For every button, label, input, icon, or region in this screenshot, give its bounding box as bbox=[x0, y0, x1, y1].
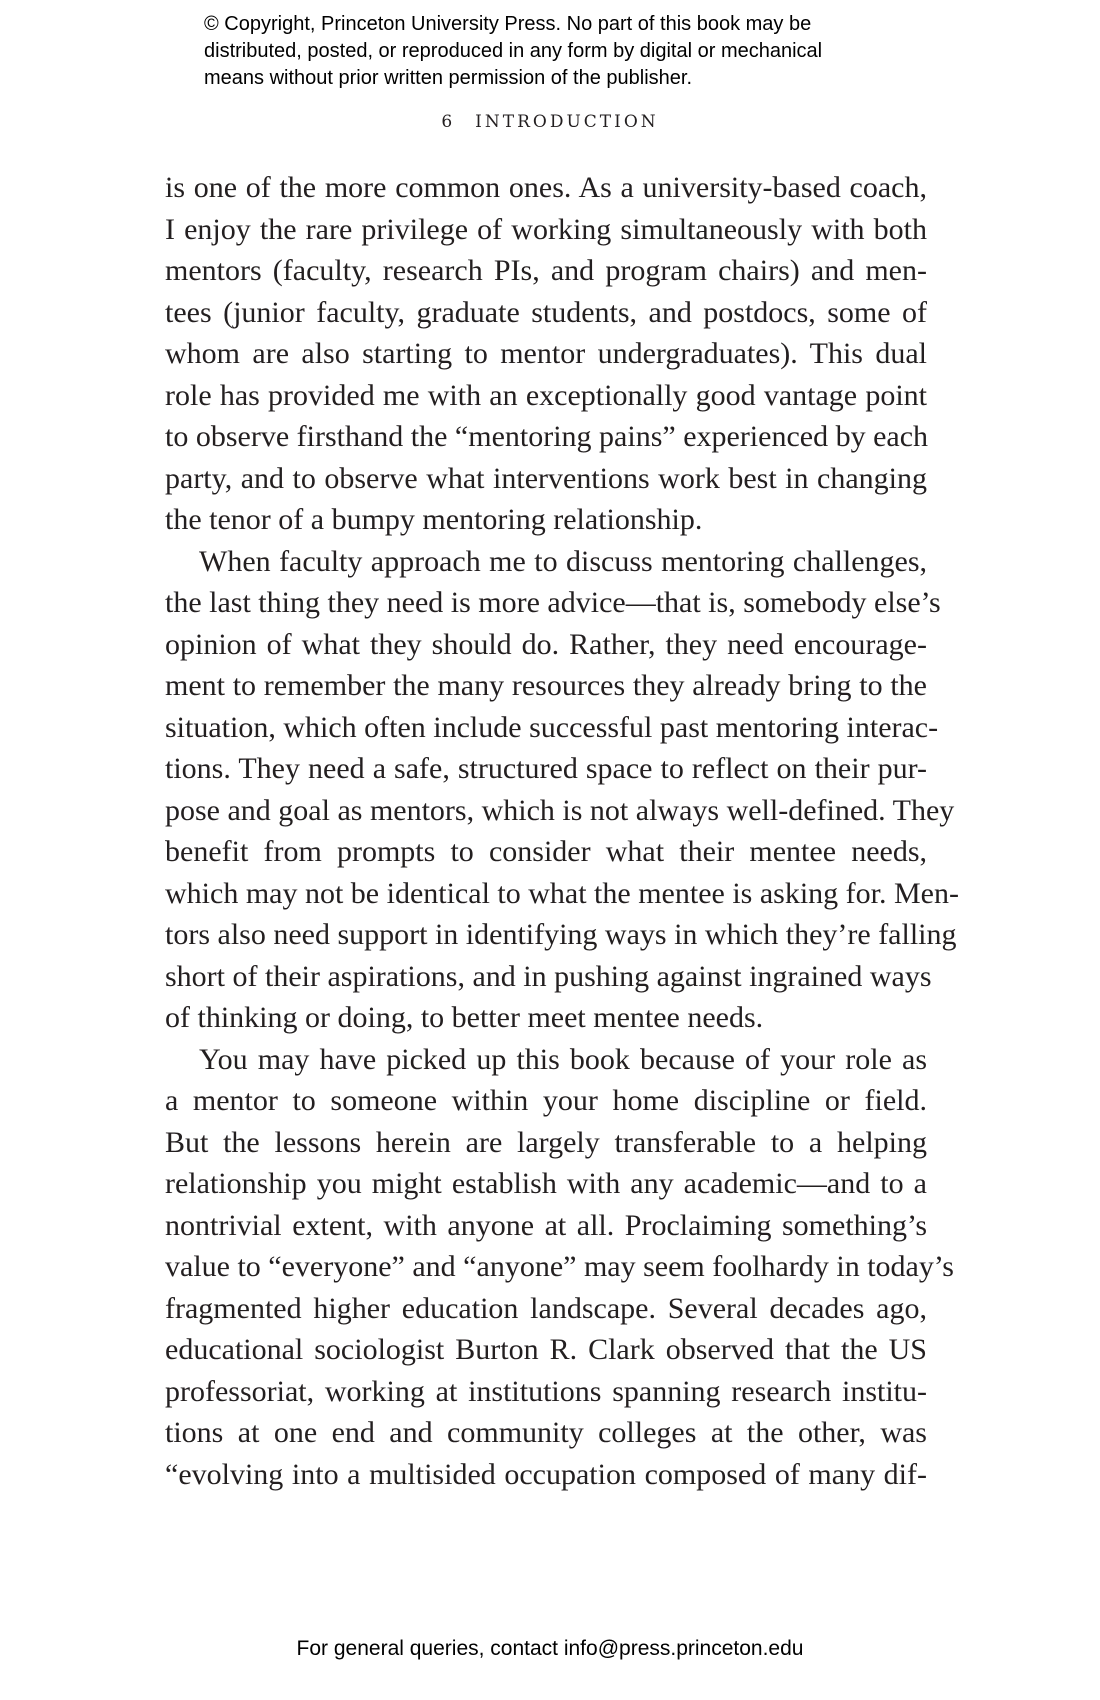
text-line: value to “everyone” and “anyone” may seem foolhardy in today’s bbox=[165, 1250, 954, 1283]
body-text bbox=[165, 167, 959, 1495]
page-number: 6 bbox=[441, 112, 456, 132]
text-line: tions. They need a safe, structured space to reflect on their pur- bbox=[165, 752, 927, 785]
text-line: tees (junior faculty, graduate students, and postdocs, some of bbox=[165, 295, 927, 329]
text-line: the tenor of a bumpy mentoring relationship. bbox=[165, 503, 703, 536]
text-line: relationship you might establish with any academic—and to a bbox=[165, 1167, 927, 1200]
text-line: which may not be identical to what the mentee is asking for. Men- bbox=[165, 876, 959, 910]
copyright-line: © Copyright, Princeton University Press. No part of this book may be bbox=[204, 13, 812, 35]
section-title: INTRODUCTION bbox=[475, 112, 659, 132]
copyright-line: distributed, posted, or reproduced in any form by digital or mechanical bbox=[204, 40, 823, 62]
text-line: to observe firsthand the “mentoring pains” experienced by each bbox=[165, 420, 929, 453]
text-line: educational sociologist Burton R. Clark observed that the US bbox=[165, 1333, 927, 1366]
text-line: ment to remember the many resources they already bring to the bbox=[165, 669, 927, 702]
text-line: professoriat, working at institutions spanning research institu- bbox=[165, 1374, 927, 1408]
text-line: a mentor to someone within your home discipline or field. bbox=[165, 1084, 927, 1117]
text-line: opinion of what they should do. Rather, they need encourage- bbox=[165, 627, 927, 661]
text-line: of thinking or doing, to better meet mentee needs. bbox=[165, 1001, 764, 1034]
text-line: party, and to observe what interventions work best in changing bbox=[165, 461, 927, 495]
copyright-notice bbox=[204, 11, 924, 92]
text-line: pose and goal as mentors, which is not always well-defined. They bbox=[165, 793, 955, 827]
text-line: nontrivial extent, with anyone at all. Proclaiming something’s bbox=[165, 1208, 927, 1242]
text-line: mentors (faculty, research PIs, and program chairs) and men- bbox=[165, 254, 927, 287]
text-line: benefit from prompts to consider what their mentee needs, bbox=[165, 835, 927, 868]
copyright-line: means without prior written permission of the publisher. bbox=[204, 67, 693, 89]
text-line: tions at one end and community colleges at the other, was bbox=[165, 1416, 927, 1449]
text-line: the last thing they need is more advice—that is, somebody else’s bbox=[165, 586, 941, 619]
text-line: “evolving into a multisided occupation composed of many dif- bbox=[165, 1457, 927, 1491]
text-line: role has provided me with an exceptionally good vantage point bbox=[165, 378, 927, 412]
text-line: When faculty approach me to discuss mentoring challenges, bbox=[199, 544, 927, 578]
text-line: short of their aspirations, and in pushing against ingrained ways bbox=[165, 959, 932, 993]
text-line: situation, which often include successful past mentoring interac- bbox=[165, 710, 939, 744]
running-head bbox=[0, 112, 1100, 132]
text-line: fragmented higher education landscape. Several decades ago, bbox=[165, 1291, 927, 1325]
text-line: But the lessons herein are largely transferable to a helping bbox=[165, 1125, 927, 1159]
text-line: I enjoy the rare privilege of working simultaneously with both bbox=[165, 212, 927, 246]
text-line: tors also need support in identifying ways in which they’re falling bbox=[165, 918, 957, 951]
text-line: whom are also starting to mentor undergraduates). This dual bbox=[165, 337, 927, 370]
text-line: is one of the more common ones. As a university-based coach, bbox=[165, 171, 927, 204]
footer-contact: For general queries, contact info@press.princeton.edu bbox=[296, 1637, 804, 1660]
text-line: You may have picked up this book because of your role as bbox=[199, 1042, 927, 1076]
